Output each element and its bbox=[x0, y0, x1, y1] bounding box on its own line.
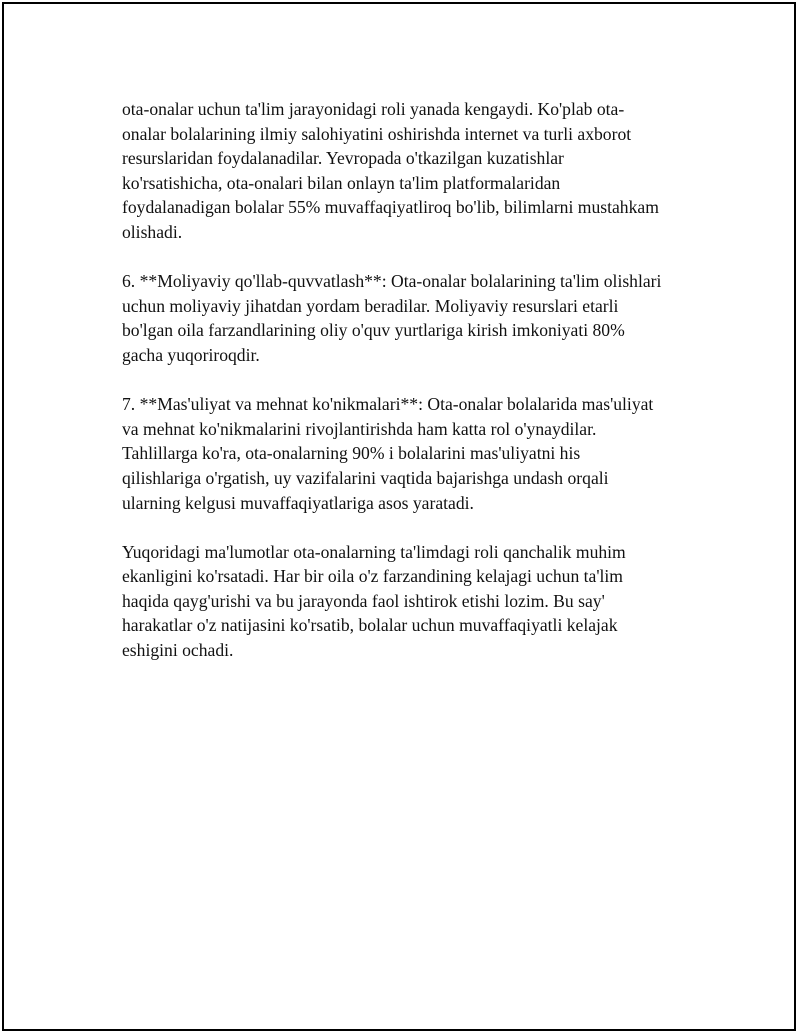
text-line: onalar bolalarining ilmiy salohiyatini oshirishda internet va turli axborot bbox=[122, 123, 632, 144]
text-line: va mehnat ko'nikmalarini rivojlantirishda ham katta rol o'ynaydilar. bbox=[122, 418, 597, 439]
text-line: olishadi. bbox=[122, 221, 183, 242]
text-line: 7. **Mas'uliyat va mehnat ko'nikmalari**: Ota-onalar bolalarida mas'uliyat bbox=[122, 394, 654, 415]
text-line: ularning kelgusi muvaffaqiyatlariga asos yaratadi. bbox=[122, 492, 474, 513]
page-frame bbox=[2, 2, 796, 1031]
text-line: qilishlariga o'rgatish, uy vazifalarini vaqtida bajarishga undash orqali bbox=[122, 467, 609, 488]
paragraph-conclusion bbox=[122, 540, 694, 663]
document-body bbox=[122, 97, 694, 687]
paragraph-item-7-responsibility bbox=[122, 392, 694, 515]
text-line: gacha yuqoriroqdir. bbox=[122, 344, 260, 365]
text-line: bo'lgan oila farzandlarining oliy o'quv yurtlariga kirish imkoniyati 80% bbox=[122, 320, 625, 341]
text-line: ko'rsatishicha, ota-onalari bilan onlayn ta'lim platformalaridan bbox=[122, 172, 561, 193]
text-line: resurslaridan foydalanadilar. Yevropada o'tkazilgan kuzatishlar bbox=[122, 148, 564, 169]
text-line: 6. **Moliyaviy qo'llab-quvvatlash**: Ota-onalar bolalarining ta'lim olishlari bbox=[122, 271, 662, 292]
text-line: eshigini ochadi. bbox=[122, 640, 234, 661]
text-line: ekanligini ko'rsatadi. Har bir oila o'z farzandining kelajagi uchun ta'lim bbox=[122, 566, 623, 587]
text-line: harakatlar o'z natijasini ko'rsatib, bolalar uchun muvaffaqiyatli kelajak bbox=[122, 615, 618, 636]
text-line: Tahlillarga ko'ra, ota-onalarning 90% i bolalarini mas'uliyatni his bbox=[122, 443, 581, 464]
text-line: uchun moliyaviy jihatdan yordam beradilar. Moliyaviy resurslari etarli bbox=[122, 295, 619, 316]
text-line: haqida qayg'urishi va bu jarayonda faol ishtirok etishi lozim. Bu say' bbox=[122, 590, 605, 611]
text-line: ota-onalar uchun ta'lim jarayonidagi roli yanada kengaydi. Ko'plab ota- bbox=[122, 99, 625, 119]
text-line: foydalanadigan bolalar 55% muvaffaqiyatliroq bo'lib, bilimlarni mustahkam bbox=[122, 197, 659, 218]
paragraph-intro-continuation bbox=[122, 97, 694, 245]
text-line: Yuqoridagi ma'lumotlar ota-onalarning ta'limdagi roli qanchalik muhim bbox=[122, 541, 626, 562]
paragraph-item-6-financial-support bbox=[122, 269, 694, 367]
